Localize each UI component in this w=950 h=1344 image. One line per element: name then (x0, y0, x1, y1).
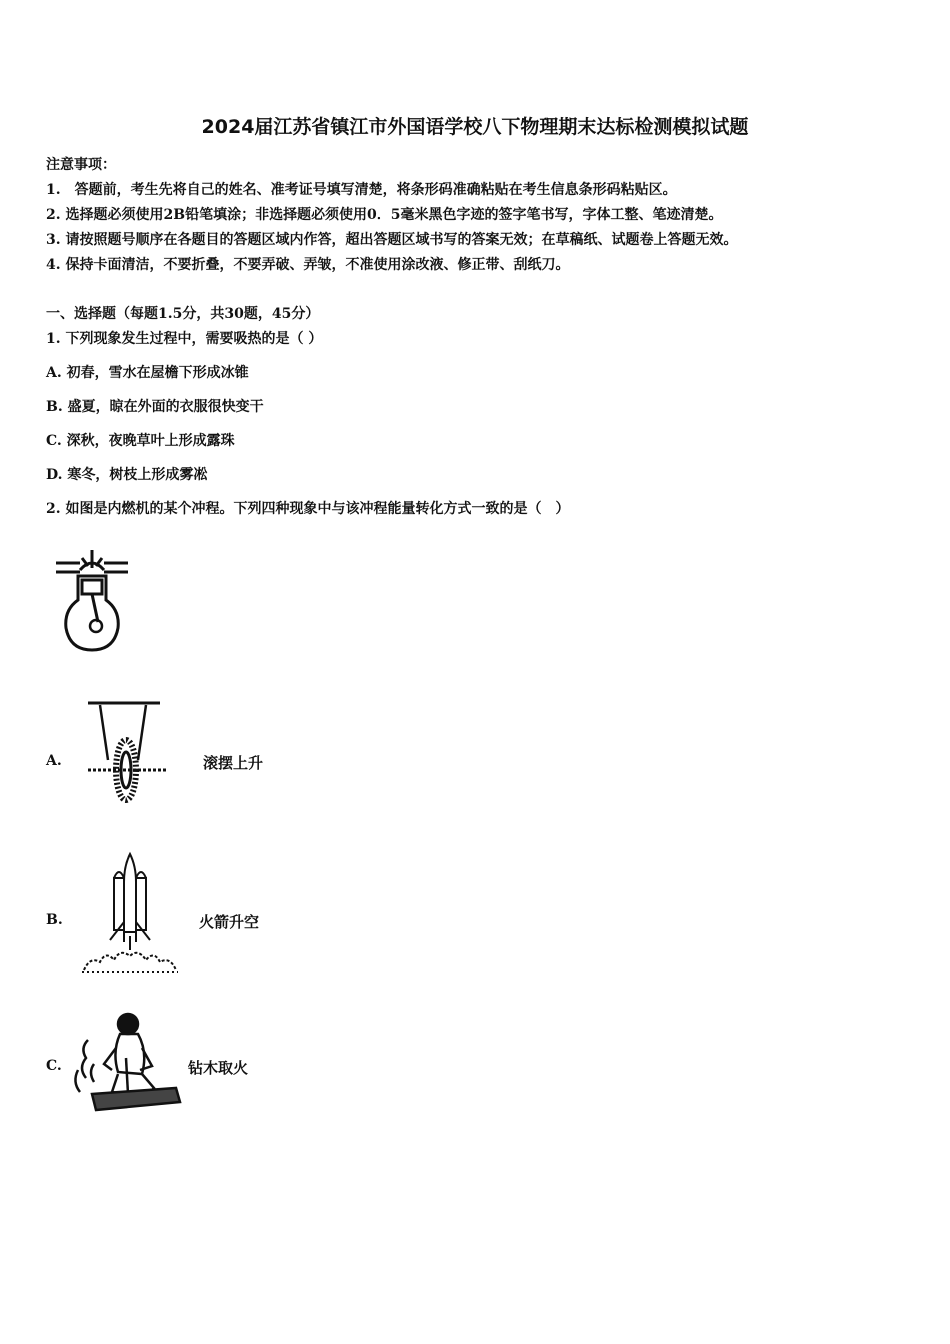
notice-heading: 注意事项： (46, 157, 116, 173)
question-2-option-b-text: 火箭升空 (199, 913, 260, 931)
question-1-option-a: A. 初春，雪水在屋檐下形成冰锥 (46, 365, 249, 381)
engine-stroke-figure (52, 548, 132, 658)
question-1-option-b: B. 盛夏，晾在外面的衣服很快变干 (46, 399, 264, 415)
rolling-pendulum-figure (84, 700, 184, 806)
notice-item: 3. 请按照题号顺序在各题目的答题区域内作答，超出答题区域书写的答案无效；在草稿纸、试题卷上答题无效。 (46, 232, 738, 248)
question-2-option-a-text: 滚摆上升 (203, 754, 264, 772)
notice-item: 4. 保持卡面清洁，不要折叠，不要弄破、弄皱，不准使用涂改液、修正带、刮纸刀。 (46, 257, 570, 273)
drill-wood-fire-figure (68, 1008, 188, 1114)
question-2-option-b-label: B. (46, 912, 63, 928)
page-title: 2024届江苏省镇江市外国语学校八下物理期末达标检测模拟试题 (201, 116, 749, 138)
question-1-option-c: C. 深秋，夜晚草叶上形成露珠 (46, 433, 235, 449)
question-2-option-a-label: A. (46, 753, 62, 769)
question-1-option-d: D. 寒冬，树枝上形成雾凇 (46, 467, 208, 483)
question-2-stem: 2. 如图是内燃机的某个冲程。下列四种现象中与该冲程能量转化方式一致的是（ ） (46, 501, 570, 517)
notice-item: 2. 选择题必须使用2B铅笔填涂；非选择题必须使用0．5毫米黑色字迹的签字笔书写，字体工整、笔迹清楚。 (46, 207, 723, 223)
question-2-option-c-label: C. (46, 1058, 62, 1074)
section-heading: 一、选择题（每题1.5分，共30题，45分） (46, 306, 320, 322)
question-2-option-c-text: 钻木取火 (188, 1059, 249, 1077)
rocket-launch-figure (80, 852, 180, 974)
question-1-stem: 1. 下列现象发生过程中，需要吸热的是（ ） (46, 331, 323, 347)
notice-item: 1. 答题前，考生先将自己的姓名、准考证号填写清楚，将条形码准确粘贴在考生信息条形码粘贴区。 (46, 182, 677, 198)
